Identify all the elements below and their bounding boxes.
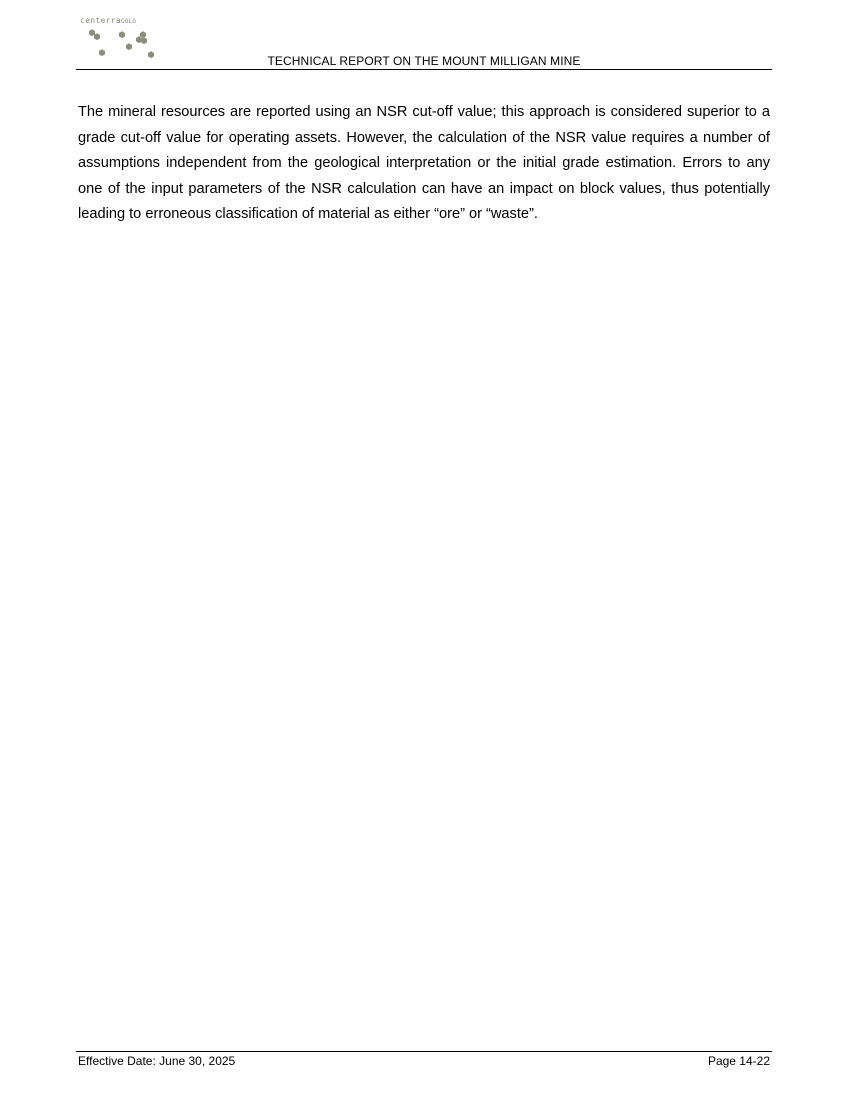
body-paragraph: The mineral resources are reported using an NSR cut-off value; this approach is considered superior to a grade cut-off value for operating assets. However, the calculation of the NSR value requires a number of assumptions independent from the geological interpretation or the initial grade estimation. Errors to any one of the input parameters of the NSR calculation can have an impact on block values, thus potentially leading to erroneous classification of material as either “ore” or “waste”. (78, 104, 770, 222)
logo-brand-main: centerra (80, 16, 121, 25)
effective-date: Effective Date: June 30, 2025 (78, 1054, 236, 1068)
footer-divider (76, 1051, 772, 1052)
header-divider (76, 69, 772, 70)
page-number: Page 14-22 (707, 1054, 770, 1068)
report-title: TECHNICAL REPORT ON THE MOUNT MILLIGAN MINE (267, 54, 581, 68)
logo-brand-suffix: GOLD (120, 18, 137, 25)
